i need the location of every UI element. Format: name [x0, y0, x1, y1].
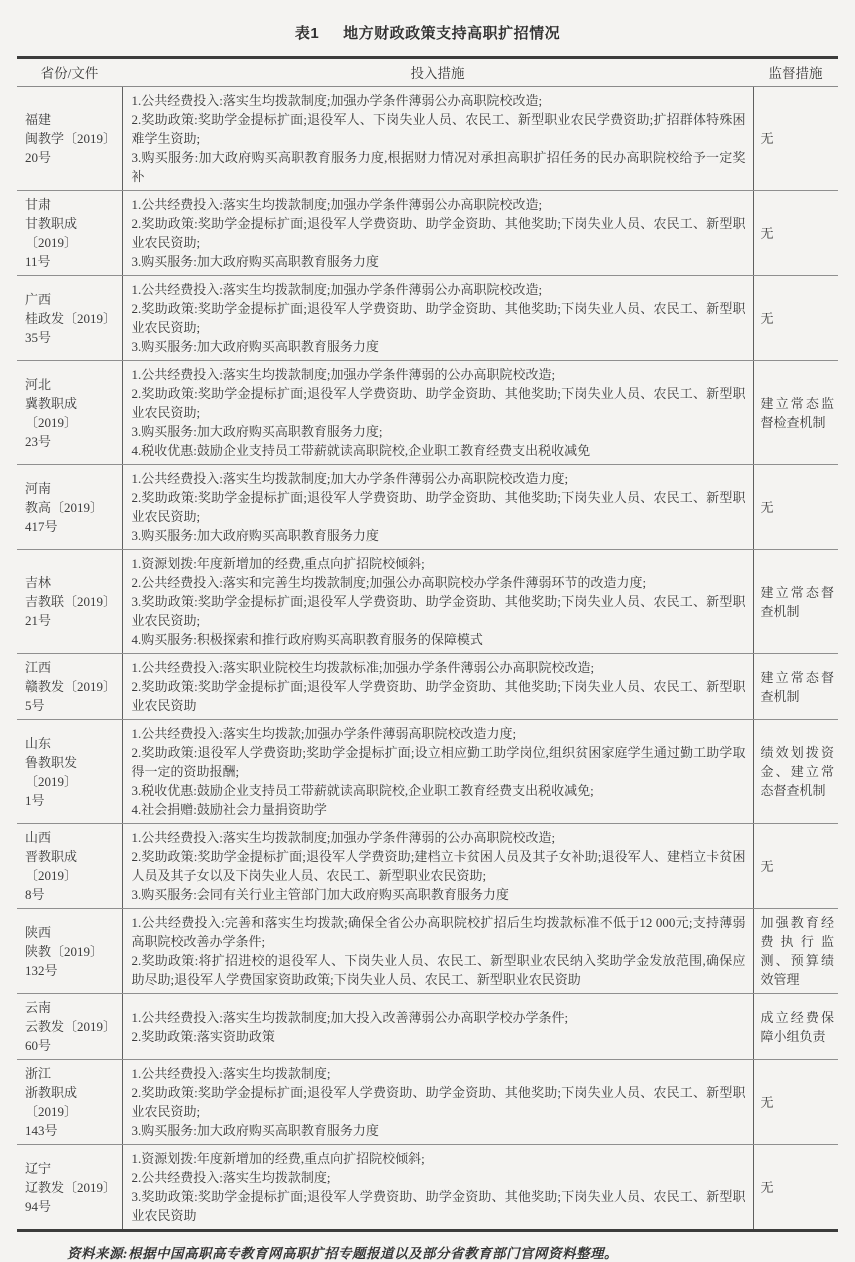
measure-item: 2.奖助政策:奖助学金提标扩面;退役军人学费资助、助学金资助、其他奖助;下岗失业人员、农民工、新型职业农民资助; [131, 386, 746, 420]
province-line: 云教发〔2019〕 [25, 1019, 117, 1034]
table-row [17, 87, 838, 191]
province-line: 132号 [25, 962, 58, 978]
province-line: 11号 [25, 254, 51, 269]
province-line: 辽宁 [25, 1160, 52, 1176]
table-row [17, 465, 838, 550]
measure-item: 1.公共经费投入:落实生均拨款制度;加强办学条件薄弱公办高职院校改造; [131, 282, 543, 297]
supervision-text: 无 [760, 499, 774, 515]
measure-item: 1.资源划拨:年度新增加的经费,重点向扩招院校倾斜; [131, 1151, 425, 1166]
supervision-text: 无 [760, 1179, 774, 1195]
measure-item: 2.奖助政策:奖助学金提标扩面;退役军人、下岗失业人员、农民工、新型职业农民学费资助;扩招群体特殊困难学生资助; [131, 112, 746, 146]
table-row [17, 276, 838, 361]
measures-cell [122, 1145, 753, 1231]
province-line: 417号 [25, 518, 58, 534]
measures-cell [122, 824, 753, 909]
table-row [17, 909, 838, 994]
province-line: 江西 [25, 660, 52, 675]
supervision-text: 无 [760, 1094, 774, 1110]
measure-item: 2.奖助政策:奖助学金提标扩面;退役军人学费资助;建档立卡贫困人员及其子女补助;退役军人、建档立卡贫困人员及其子女以及下岗失业人员、农民工、新型职业农民资助; [131, 849, 746, 883]
measure-item: 2.奖助政策:奖助学金提标扩面;退役军人学费资助、助学金资助、其他奖助;下岗失业人员、农民工、新型职业农民资助; [131, 216, 746, 250]
measure-item: 3.购买服务:会同有关行业主管部门加大政府购买高职教育服务力度 [131, 887, 509, 902]
measure-item: 1.公共经费投入:落实生均拨款制度;加强办学条件薄弱公办高职院校改造; [131, 93, 543, 108]
supervision-cell [753, 1145, 838, 1231]
measure-item: 3.奖助政策:奖助学金提标扩面;退役军人学费资助、助学金资助、其他奖助;下岗失业人员、农民工、新型职业农民资助 [131, 1189, 746, 1223]
province-line: 5号 [25, 698, 45, 713]
measure-item: 1.公共经费投入:落实生均拨款制度;加强办学条件薄弱公办高职院校改造; [131, 197, 543, 212]
supervision-cell [753, 720, 838, 824]
province-line: 甘肃 [25, 197, 52, 212]
supervision-text: 建立常态督查机制 [760, 669, 834, 704]
province-line: 20号 [25, 150, 52, 165]
measure-item: 2.公共经费投入:落实生均拨款制度; [131, 1170, 331, 1185]
province-cell [17, 191, 122, 276]
measure-item: 3.税收优惠:鼓励企业支持员工带薪就读高职院校,企业职工教育经费支出税收减免; [131, 783, 594, 798]
table-row [17, 994, 838, 1060]
table-header [17, 58, 838, 87]
table-row [17, 1145, 838, 1231]
table-row [17, 191, 838, 276]
province-line: 陕西 [25, 924, 52, 940]
supervision-text: 绩效划拨资金、建立常态督查机制 [760, 745, 834, 798]
province-line: 吉教联〔2019〕 [25, 594, 117, 609]
source-note-label: 资料来源: [67, 1246, 128, 1261]
province-line: 21号 [25, 613, 52, 628]
province-cell [17, 654, 122, 720]
province-line: 143号 [25, 1123, 58, 1138]
measures-cell [122, 550, 753, 654]
measure-item: 1.公共经费投入:落实生均拨款;加强办学条件薄弱高职院校改造力度; [131, 726, 517, 741]
province-line: 山东 [25, 735, 52, 751]
measure-item: 3.购买服务:加大政府购买高职教育服务力度,根据财力情况对承担高职扩招任务的民办高职院校给予一定奖补 [131, 150, 746, 184]
province-line: 鲁教职发〔2019〕 [25, 754, 78, 789]
province-line: 94号 [25, 1198, 52, 1214]
measures-cell [122, 87, 753, 191]
province-line: 60号 [25, 1038, 52, 1053]
province-line: 教高〔2019〕 [25, 499, 104, 515]
policy-table [17, 56, 838, 1232]
supervision-cell [753, 87, 838, 191]
measure-item: 1.公共经费投入:落实职业院校生均拨款标准;加强办学条件薄弱公办高职院校改造; [131, 660, 595, 675]
province-cell [17, 361, 122, 465]
supervision-text: 无 [760, 310, 774, 326]
table-title-text: 地方财政政策支持高职扩招情况 [343, 25, 561, 42]
table-body [17, 87, 838, 1231]
measure-item: 1.公共经费投入:落实生均拨款制度;加大投入改善薄弱公办高职学校办学条件; [131, 1009, 569, 1025]
province-line: 山西 [25, 830, 52, 845]
province-cell [17, 465, 122, 550]
province-line: 云南 [25, 1000, 52, 1015]
supervision-cell [753, 1060, 838, 1145]
measure-item: 2.公共经费投入:落实和完善生均拨款制度;加强公办高职院校办学条件薄弱环节的改造力度; [131, 575, 647, 590]
measure-item: 1.公共经费投入:落实生均拨款制度;加大办学条件薄弱公办高职院校改造力度; [131, 471, 569, 486]
measure-item: 1.资源划拨:年度新增加的经费,重点向扩招院校倾斜; [131, 556, 425, 571]
measures-cell [122, 361, 753, 465]
province-line: 甘教职成〔2019〕 [25, 216, 78, 250]
measures-cell [122, 720, 753, 824]
column-header-province: 省份/文件 [17, 58, 122, 87]
table-row [17, 654, 838, 720]
province-line: 河南 [25, 480, 52, 496]
supervision-cell [753, 465, 838, 550]
measure-item: 3.购买服务:加大政府购买高职教育服务力度 [131, 1123, 379, 1138]
column-header-measures: 投入措施 [122, 58, 753, 87]
province-cell [17, 1060, 122, 1145]
supervision-text: 无 [760, 131, 774, 146]
table-row [17, 824, 838, 909]
supervision-text: 建立常态监督检查机制 [760, 395, 834, 430]
province-line: 吉林 [25, 575, 52, 590]
supervision-cell [753, 276, 838, 361]
supervision-cell [753, 191, 838, 276]
measure-item: 1.公共经费投入:落实生均拨款制度;加强办学条件薄弱的公办高职院校改造; [131, 830, 556, 845]
supervision-cell [753, 909, 838, 994]
header-row [17, 58, 838, 87]
measure-item: 4.购买服务:积极探索和推行政府购买高职教育服务的保障模式 [131, 632, 483, 647]
source-note-text: 根据中国高职高专教育网高职扩招专题报道以及部分省教育部门官网资料整理。 [128, 1246, 618, 1261]
province-line: 辽教发〔2019〕 [25, 1179, 117, 1195]
measure-item: 1.公共经费投入:落实生均拨款制度;加强办学条件薄弱的公办高职院校改造; [131, 367, 556, 382]
province-cell [17, 824, 122, 909]
province-cell [17, 276, 122, 361]
province-line: 晋教职成〔2019〕 [25, 849, 78, 883]
province-line: 浙江 [25, 1066, 52, 1081]
supervision-text: 加强教育经费执行监测、预算绩效管理 [760, 915, 834, 987]
measure-item: 2.奖助政策:退役军人学费资助;奖助学金提标扩面;设立相应勤工助学岗位,组织贫困家庭学生通过勤工助学取得一定的资助报酬; [131, 745, 746, 779]
measures-cell [122, 465, 753, 550]
province-line: 8号 [25, 887, 45, 902]
province-line: 闽教学〔2019〕 [25, 131, 117, 146]
measure-item: 1.公共经费投入:完善和落实生均拨款;确保全省公办高职院校扩招后生均拨款标准不低于12 000元;支持薄弱高职院校改善办学条件; [131, 915, 746, 949]
table-title [17, 22, 838, 43]
measure-item: 2.奖助政策:奖助学金提标扩面;退役军人学费资助、助学金资助、其他奖助;下岗失业人员、农民工、新型职业农民资助; [131, 301, 746, 335]
province-cell [17, 87, 122, 191]
table-row [17, 1060, 838, 1145]
measures-cell [122, 1060, 753, 1145]
province-line: 广西 [25, 291, 52, 307]
supervision-text: 成立经费保障小组负责 [760, 1009, 834, 1044]
measure-item: 2.奖助政策:奖助学金提标扩面;退役军人学费资助、助学金资助、其他奖助;下岗失业人员、农民工、新型职业农民资助 [131, 679, 746, 713]
column-header-supervision: 监督措施 [753, 58, 838, 87]
supervision-cell [753, 550, 838, 654]
source-note [67, 1242, 838, 1262]
measure-item: 4.税收优惠:鼓励企业支持员工带薪就读高职院校,企业职工教育经费支出税收减免 [131, 443, 591, 458]
province-line: 23号 [25, 433, 52, 449]
province-line: 1号 [25, 792, 45, 808]
table-row [17, 550, 838, 654]
measure-item: 2.奖助政策:落实资助政策 [131, 1028, 275, 1044]
province-cell [17, 909, 122, 994]
measure-item: 2.奖助政策:奖助学金提标扩面;退役军人学费资助、助学金资助、其他奖助;下岗失业人员、农民工、新型职业农民资助; [131, 1085, 746, 1119]
supervision-text: 无 [760, 225, 774, 241]
supervision-cell [753, 824, 838, 909]
measure-item: 3.购买服务:加大政府购买高职教育服务力度 [131, 528, 379, 543]
supervision-cell [753, 994, 838, 1060]
measures-cell [122, 654, 753, 720]
province-cell [17, 1145, 122, 1231]
province-line: 福建 [25, 112, 52, 127]
measures-cell [122, 276, 753, 361]
supervision-text: 无 [760, 858, 774, 874]
measure-item: 2.奖助政策:将扩招进校的退役军人、下岗失业人员、农民工、新型职业农民纳入奖助学金发放范围,确保应助尽助;退役军人学费国家资助政策;下岗失业人员、农民工、新型职业农民资助 [131, 953, 746, 987]
province-line: 陕教〔2019〕 [25, 943, 104, 959]
measure-item: 3.奖助政策:奖助学金提标扩面;退役军人学费资助、助学金资助、其他奖助;下岗失业人员、农民工、新型职业农民资助; [131, 594, 746, 628]
province-line: 冀教职成〔2019〕 [25, 395, 78, 430]
province-line: 河北 [25, 376, 52, 392]
table-row [17, 361, 838, 465]
supervision-cell [753, 361, 838, 465]
measures-cell [122, 191, 753, 276]
measure-item: 3.购买服务:加大政府购买高职教育服务力度 [131, 339, 379, 354]
measure-item: 4.社会捐赠:鼓励社会力量捐资助学 [131, 802, 327, 817]
measure-item: 2.奖助政策:奖助学金提标扩面;退役军人学费资助、助学金资助、其他奖助;下岗失业人员、农民工、新型职业农民资助; [131, 490, 746, 524]
province-line: 桂政发〔2019〕 [25, 310, 117, 326]
measure-item: 1.公共经费投入:落实生均拨款制度; [131, 1066, 331, 1081]
province-cell [17, 720, 122, 824]
table-title-label: 表1 [294, 25, 320, 42]
measure-item: 3.购买服务:加大政府购买高职教育服务力度; [131, 424, 383, 439]
province-cell [17, 994, 122, 1060]
supervision-text: 建立常态督查机制 [760, 584, 834, 619]
province-cell [17, 550, 122, 654]
measures-cell [122, 909, 753, 994]
province-line: 35号 [25, 329, 52, 345]
province-line: 赣教发〔2019〕 [25, 679, 117, 694]
measures-cell [122, 994, 753, 1060]
measure-item: 3.购买服务:加大政府购买高职教育服务力度 [131, 254, 379, 269]
supervision-cell [753, 654, 838, 720]
province-line: 浙教职成〔2019〕 [25, 1085, 78, 1119]
table-row [17, 720, 838, 824]
